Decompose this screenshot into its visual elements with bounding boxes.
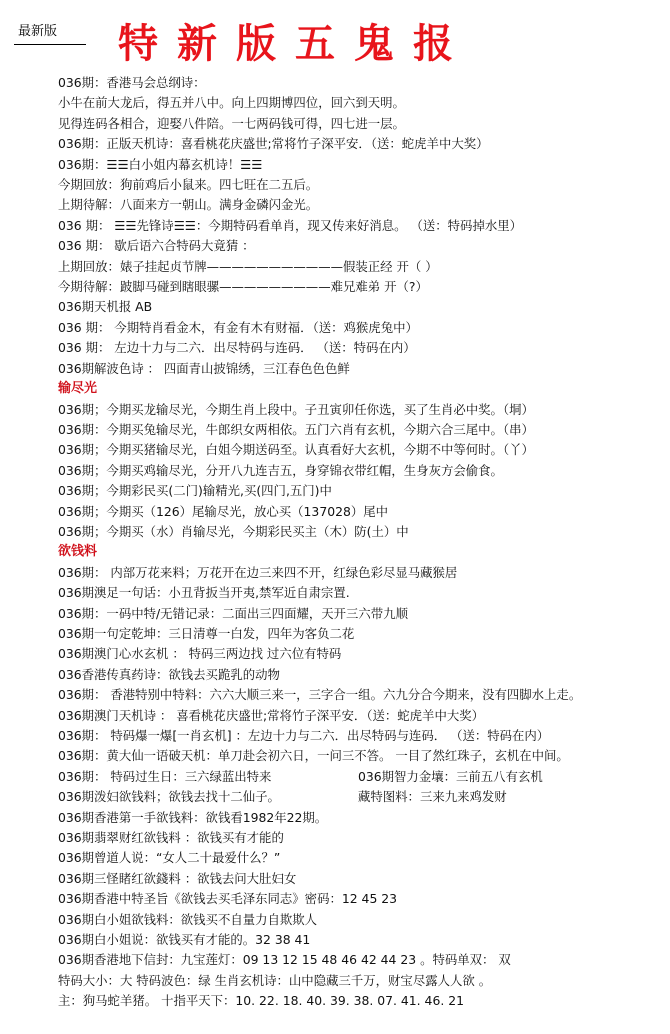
text-line: 036期：☰☰白小姐内幕玄机诗！☰☰ <box>58 156 263 172</box>
text-line: 上期待解：八面来方一朝山。满身金磷闪金光。 <box>58 197 319 213</box>
text-line: 主：狗马蛇羊猪。 十指平天下：10. 22. 18. 40. 39. 38. 07. 41. 46. 21 <box>58 993 464 1009</box>
text-line: 036 期： ☰☰先锋诗☰☰：今期特码看单肖，现又传来好消息。 （送：特码掉水里） <box>58 217 523 233</box>
text-line: 今期回放：狗前鸡后小鼠来。四七旺在二五后。 <box>58 177 319 193</box>
pair-left: 036期泼妇欲钱料；欲钱去找十二仙子。 <box>58 789 280 805</box>
text-line: 036期三怪睹红欲錢料 ：欲钱去问大肚妇女 <box>58 870 297 886</box>
text-line: 上期回放：婊子挂起贞节牌———————————假装正经 开（ ） <box>58 258 438 274</box>
text-line: 特码大小：大 特码波色：绿 生肖玄机诗：山中隐藏三千万，财宝尽露人人欲 。 <box>58 972 492 988</box>
text-line: 036期；今期彩民买(二门)输精光,买(四门,五门)中 <box>58 483 332 499</box>
article-body <box>58 73 666 1012</box>
text-line: 036香港传真药诗：欲钱去买跪乳的动物 <box>58 666 280 682</box>
text-line: 036期： 内部万花来料；万花开在边三来四不开，红绿色彩尽显马藏猴居 <box>58 564 458 580</box>
text-line: 036 期： 歇后语六合特码大竟猜 ： <box>58 238 255 254</box>
text-line: 036期：正版天机诗：喜看桃花庆盛世;常将竹子深平安．（送：蛇虎羊中大奖） <box>58 136 489 152</box>
text-line: 036期；今期买（水）肖输尽光，今期彩民买主（木）防(土）中 <box>58 523 409 539</box>
text-line-pair <box>58 787 666 807</box>
text-line: 036期香港第一手欲钱料：欲钱看1982年22期。 <box>58 809 328 825</box>
text-line: 036期： 特码爆一爆[一肖玄机] ：左边十力与二六．出尽特码与连码． （送：特码在内） <box>58 728 550 743</box>
text-line: 036期香港中特圣旨《欲钱去买毛泽东同志》密码：12 45 23 <box>58 891 398 907</box>
text-line-wrapped: 036期： 香港特别中特料：六六大顺三来一，三字合一组。六九分合今期来，没有四脚水上走。 <box>58 687 582 703</box>
text-line: 036期；今期买（126）尾输尽光，放心买（137028）尾中 <box>58 503 389 519</box>
text-line: 036期；今期买龙输尽光，今期生肖上段中。子丑寅卯任你选，买了生肖必中奖。（垌） <box>58 401 534 417</box>
text-line: 036期天机报 AB <box>58 299 153 315</box>
text-line: 036期澳足一句话：小丑背扳当开夷,禁军近自肃宗置. <box>58 585 350 601</box>
text-line: 036期；今期买猪输尽光，白姐今期送码至。认真看好大玄机，今期不中等何时。（丫） <box>58 442 534 458</box>
text-line: 036期澳门心水玄机 ： 特码三两边找 过六位有特码 <box>58 646 342 662</box>
text-line: 036期：今期买兔输尽光，牛郎织女两相依。五门六肖有玄机，今期六合三尾中。（串） <box>58 421 534 437</box>
text-line: 036期翡翠财红欲钱料 ：欲钱买有才能的 <box>58 830 284 846</box>
text-line: 036期；今期买鸡输尽光，分开八九连吉五，身穿锦衣带红帽，生身灰方会偷食。 <box>58 462 503 478</box>
text-line: 036期一句定乾坤：三日清尊一白发，四年为客负二花 <box>58 625 355 641</box>
section-heading-lose: 输尽光 <box>58 381 98 397</box>
pair-right: 036期智力金壤：三前五八有玄机 <box>358 768 543 784</box>
text-line: 036期：黄大仙一语破天机：单刀赴会初六日，一问三不答。 一目了然红珠子，玄机在中间。 <box>58 748 569 764</box>
section-heading-money: 欲钱料 <box>58 544 98 560</box>
pair-right: 藏特图料：三来九来鸡发财 <box>358 789 507 805</box>
text-line: 036期澳门天机诗 ： 喜看桃花庆盛世;常将竹子深平安．（送：蛇虎羊中大奖） <box>58 707 485 723</box>
text-line: 036期曾道人说：“女人二十最爱什么？” <box>58 850 281 866</box>
text-line: 小牛在前大龙后，得五并八中。向上四期博四位，回六到天明。 <box>58 95 405 111</box>
text-line: 今期待解：跛脚马碰到瞎眼骡—————————难兄难弟 开（?） <box>58 279 428 295</box>
text-line: 036期白小姐欲钱料：欲钱买不自量力自欺欺人 <box>58 911 318 927</box>
text-line-pair <box>58 767 666 787</box>
text-line: 036期解波色诗 ： 四面青山披锦绣，三江春色色色鲜 <box>58 360 350 376</box>
text-line: 036期白小姐说：欲钱买有才能的。32 38 41 <box>58 932 311 948</box>
text-line: 036期香港地下信封：九宝莲灯：09 13 12 15 48 46 42 44 23 。特码单双： 双 <box>58 952 511 968</box>
text-line: 036 期： 左边十力与二六．出尽特码与连码． （送：特码在内） <box>58 340 416 356</box>
edition-underline <box>14 44 86 45</box>
text-line: 036 期： 今期特肖看金木，有金有木有财福．（送：鸡猴虎兔中） <box>58 319 418 335</box>
page-title: 特新版五鬼报 <box>118 20 472 67</box>
pair-left: 036期： 特码过生日：三六绿蓝出特来 <box>58 768 272 784</box>
text-line: 036期：一码中特/无错记录：二面出三四面耀，天开三六带九顺 <box>58 605 408 621</box>
text-line: 见得连码各相合，迎娶八件陪。一七两码钱可得，四七进一层。 <box>58 115 405 131</box>
edition-label: 最新版 <box>18 24 58 39</box>
text-line: 036期：香港马会总纲诗： <box>58 75 206 90</box>
